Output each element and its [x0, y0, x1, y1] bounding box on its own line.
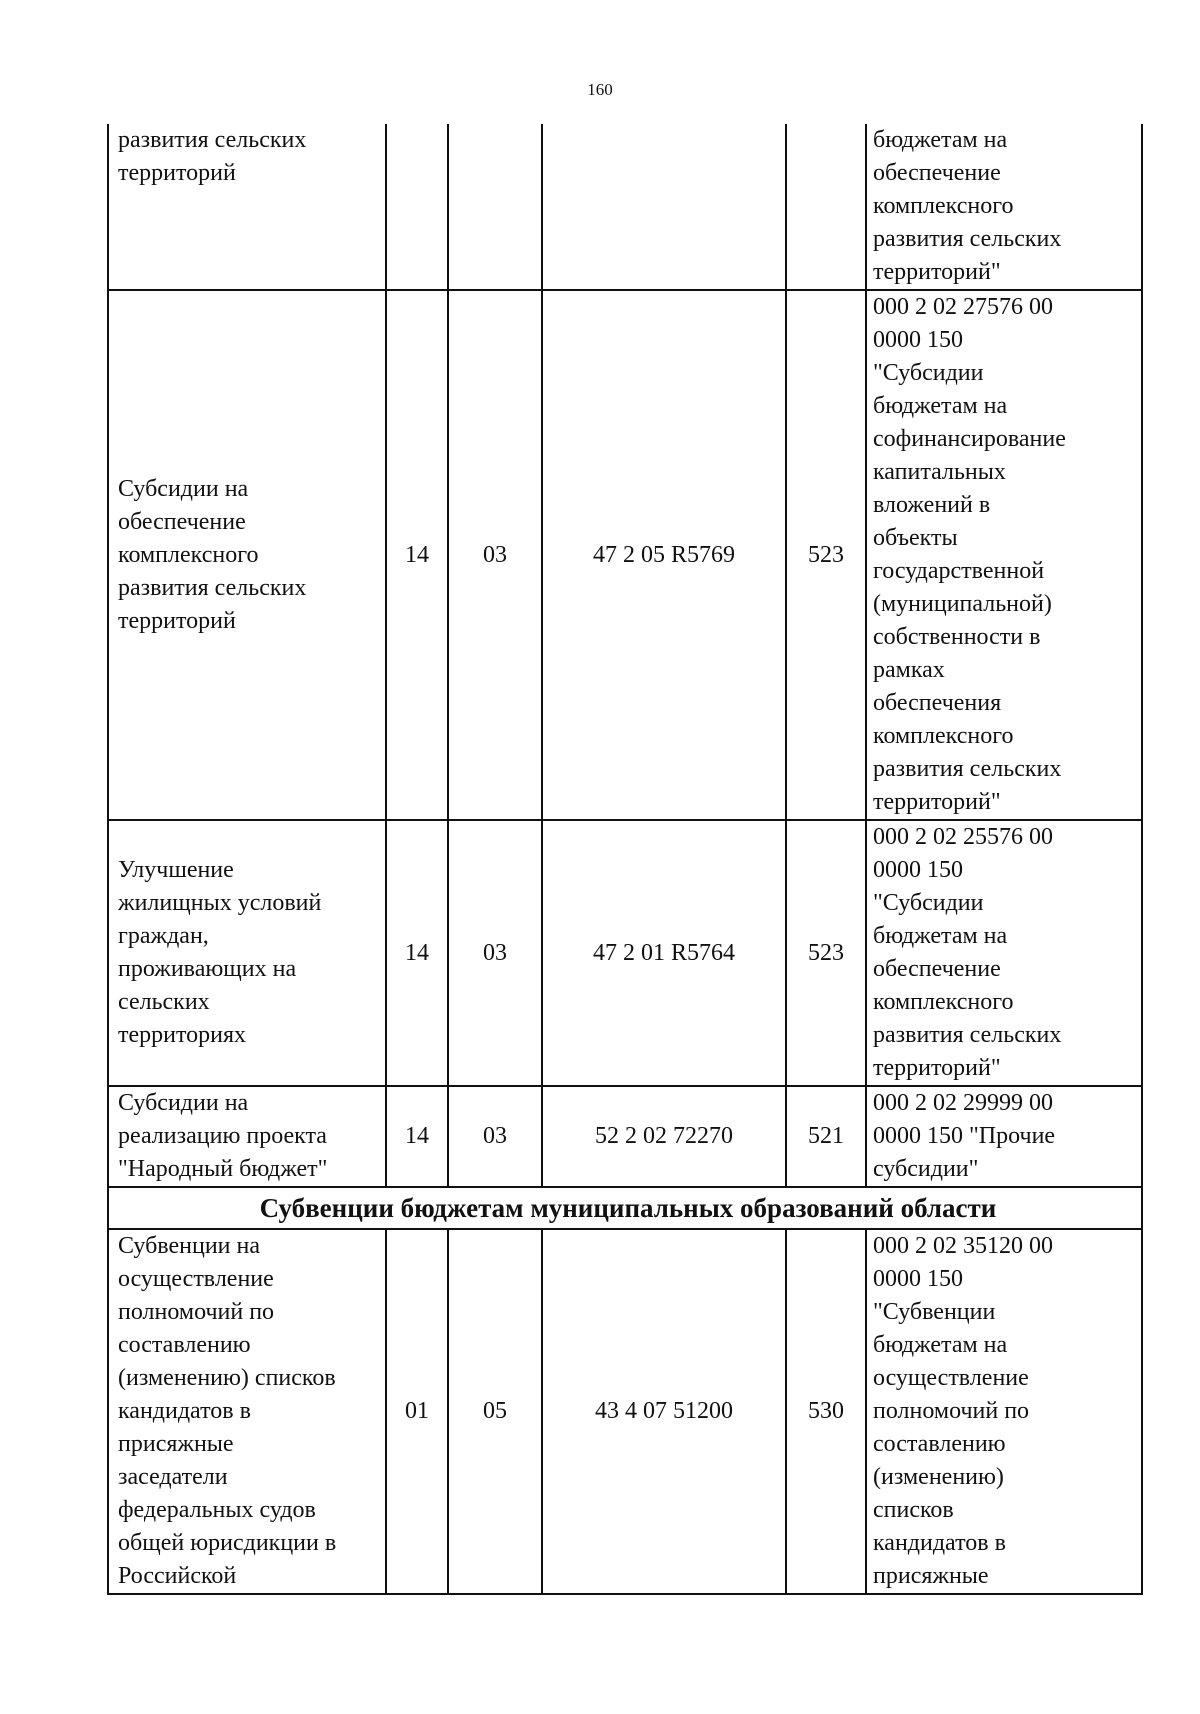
target-code-cell: 47 2 01 R5764 [542, 820, 786, 1086]
section-code-cell: 01 [386, 1229, 448, 1594]
table-row [108, 290, 1142, 820]
row-name-cell: Улучшение жилищных условий граждан, проживающих на сельских территориях [108, 820, 386, 1086]
target-code-cell [542, 124, 786, 290]
expense-type-cell: 523 [786, 820, 866, 1086]
expense-type-cell: 521 [786, 1086, 866, 1187]
target-code-cell: 52 2 02 72270 [542, 1086, 786, 1187]
expense-type-cell: 523 [786, 290, 866, 820]
section-heading: Субвенции бюджетам муниципальных образований области [108, 1187, 1142, 1229]
page-number: 160 [587, 80, 613, 99]
subsection-code-cell: 03 [448, 1086, 542, 1187]
section-code-cell: 14 [386, 290, 448, 820]
section-code-cell: 14 [386, 820, 448, 1086]
revenue-code-cell: 000 2 02 35120 00 0000 150 "Субвенции бюджетам на осуществление полномочий по составлению (изменению) списков кандидатов в присяжные [866, 1229, 1142, 1594]
revenue-code-cell: 000 2 02 25576 00 0000 150 "Субсидии бюджетам на обеспечение комплексного развития сельских территорий" [866, 820, 1142, 1086]
section-code-cell: 14 [386, 1086, 448, 1187]
expense-type-cell: 530 [786, 1229, 866, 1594]
revenue-code-cell: бюджетам на обеспечение комплексного развития сельских территорий" [866, 124, 1142, 290]
row-name-cell: развития сельских территорий [108, 124, 386, 290]
section-heading-row [108, 1187, 1142, 1229]
revenue-code-cell: 000 2 02 27576 00 0000 150 "Субсидии бюджетам на софинансирование капитальных вложений в объекты государственной (муниципальной) собственности в рамках обеспечения комплексного развития сельских территорий" [866, 290, 1142, 820]
subsection-code-cell: 03 [448, 820, 542, 1086]
table-row [108, 124, 1142, 290]
expense-type-cell [786, 124, 866, 290]
revenue-code-cell: 000 2 02 29999 00 0000 150 "Прочие субсидии" [866, 1086, 1142, 1187]
budget-table [107, 124, 1143, 1595]
subsection-code-cell: 03 [448, 290, 542, 820]
table-row [108, 1086, 1142, 1187]
target-code-cell: 43 4 07 51200 [542, 1229, 786, 1594]
table-row [108, 1229, 1142, 1594]
target-code-cell: 47 2 05 R5769 [542, 290, 786, 820]
section-code-cell [386, 124, 448, 290]
row-name-cell: Субсидии на реализацию проекта "Народный бюджет" [108, 1086, 386, 1187]
subsection-code-cell [448, 124, 542, 290]
row-name-cell: Субсидии на обеспечение комплексного развития сельских территорий [108, 290, 386, 820]
row-name-cell: Субвенции на осуществление полномочий по составлению (изменению) списков кандидатов в присяжные заседатели федеральных судов общей юрисдикции в Российской [108, 1229, 386, 1594]
subsection-code-cell: 05 [448, 1229, 542, 1594]
table-row [108, 820, 1142, 1086]
